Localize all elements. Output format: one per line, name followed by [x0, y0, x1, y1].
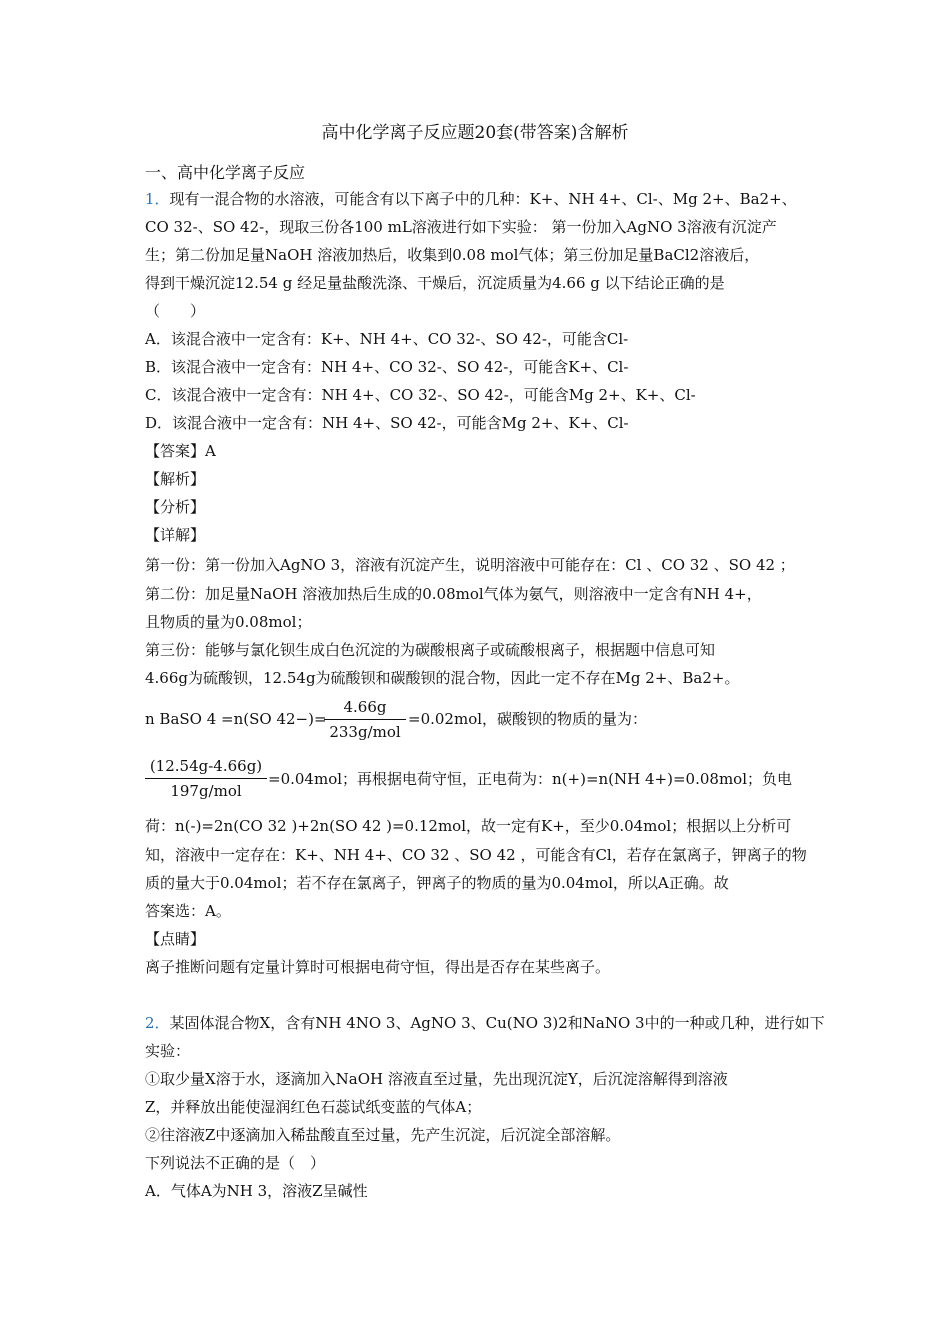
formula-1-numerator: 4.66g [343, 698, 387, 716]
q1-explain-7: 知，溶液中一定存在：K+、NH 4+、CO 32 、SO 42 ，可能含有Cl，若存在氯离子，钾离子的物 [145, 846, 807, 864]
formula-1-right: =0.02mol，碳酸钡的物质的量为： [408, 710, 648, 728]
page-title: 高中化学离子反应题20套(带答案)含解析 [321, 123, 629, 143]
q2-line-2: 实验： [145, 1042, 191, 1060]
q1-option-b: B．该混合液中一定含有：NH 4+、CO 32-、SO 42-，可能含K+、Cl- [145, 358, 629, 376]
q2-line-1: 2．某固体混合物X，含有NH 4NO 3、AgNO 3、Cu(NO 3)2和NaNO 3中的一种或几种，进行如下 [145, 1014, 825, 1032]
q2-line-4: Z，并释放出能使湿润红色石蕊试纸变蓝的气体A； [145, 1098, 482, 1116]
q1-explain-10: 离子推断问题有定量计算时可根据电荷守恒，得出是否存在某些离子。 [145, 958, 611, 976]
q1-option-d: D．该混合液中一定含有：NH 4+、SO 42-，可能含Mg 2+、K+、Cl- [145, 414, 629, 432]
q1-xiangjie-heading: 【详解】 [145, 526, 206, 544]
q1-explain-2: 第二份：加足量NaOH 溶液加热后生成的0.08mol气体为氨气，则溶液中一定含有NH 4+， [145, 585, 762, 603]
q1-explain-3: 且物质的量为0.08mol； [145, 613, 312, 631]
q1-explain-9: 答案选：A。 [145, 902, 231, 920]
q1-option-c: C．该混合液中一定含有：NH 4+、CO 32-、SO 42-，可能含Mg 2+、K+、Cl- [145, 386, 696, 404]
q1-explain-1: 第一份：第一份加入AgNO 3，溶液有沉淀产生，说明溶液中可能存在：Cl 、CO 32 、SO 42 ； [145, 556, 795, 574]
q1-line-5: （ ） [145, 302, 206, 320]
q1-explain-4: 第三份：能够与氯化钡生成白色沉淀的为碳酸根离子或硫酸根离子，根据题中信息可知 [145, 641, 716, 659]
q1-option-a: A．该混合液中一定含有：K+、NH 4+、CO 32-、SO 42-，可能含Cl- [145, 330, 629, 348]
formula-1-denominator: 233g/mol [329, 723, 401, 741]
q1-number: 1． [145, 190, 170, 208]
q2-line-6: 下列说法不正确的是（ ） [145, 1154, 326, 1172]
formula-1-left: n BaSO 4 =n(SO 42−)= [145, 710, 327, 728]
q1-line-1: 1．现有一混合物的水溶液，可能含有以下离子中的几种：K+、NH 4+、Cl-、Mg 2+、Ba2+、 [145, 190, 797, 208]
formula-2-fraction [145, 756, 267, 801]
q2-option-a: A．气体A为NH 3，溶液Z呈碱性 [145, 1182, 368, 1200]
q1-line-2: CO 32-、SO 42-，现取三份各100 mL溶液进行如下实验： 第一份加入AgNO 3溶液有沉淀产 [145, 218, 777, 236]
formula-2-right: =0.04mol；再根据电荷守恒，正电荷为：n(+)=n(NH 4+)=0.08mol；负电 [268, 770, 792, 788]
formula-2-numerator: (12.54g-4.66g) [149, 757, 263, 775]
q1-line-4: 得到干燥沉淀12.54 g 经足量盐酸洗涤、干燥后，沉淀质量为4.66 g 以下结论正确的是 [145, 274, 725, 292]
q2-line-5: ②往溶液Z中逐滴加入稀盐酸直至过量，先产生沉淀，后沉淀全部溶解。 [145, 1126, 621, 1144]
q1-fenxi-heading: 【分析】 [145, 498, 206, 516]
q1-explain-8: 质的量大于0.04mol；若不存在氯离子，钾离子的物质的量为0.04mol，所以A正确。故 [145, 874, 729, 892]
q1-dianjing-heading: 【点睛】 [145, 930, 206, 948]
formula-2-denominator: 197g/mol [170, 782, 242, 800]
q1-explain-6: 荷：n(-)=2n(CO 32 )+2n(SO 42 )=0.12mol，故一定有K+，至少0.04mol；根据以上分析可 [145, 817, 792, 835]
q1-answer: 【答案】A [145, 442, 216, 460]
q1-jiexi-heading: 【解析】 [145, 470, 206, 488]
q1-line-3: 生；第二份加足量NaOH 溶液加热后，收集到0.08 mol气体；第三份加足量BaCl2溶液后， [145, 246, 760, 264]
section-heading: 一、高中化学离子反应 [145, 163, 306, 182]
q1-explain-5: 4.66g为硫酸钡，12.54g为硫酸钡和碳酸钡的混合物，因此一定不存在Mg 2+、Ba2+。 [145, 669, 740, 687]
q2-line-3: ①取少量X溶于水，逐滴加入NaOH 溶液直至过量，先出现沉淀Y，后沉淀溶解得到溶液 [145, 1070, 728, 1088]
formula-1-fraction [324, 697, 406, 742]
q2-number: 2． [145, 1014, 170, 1032]
